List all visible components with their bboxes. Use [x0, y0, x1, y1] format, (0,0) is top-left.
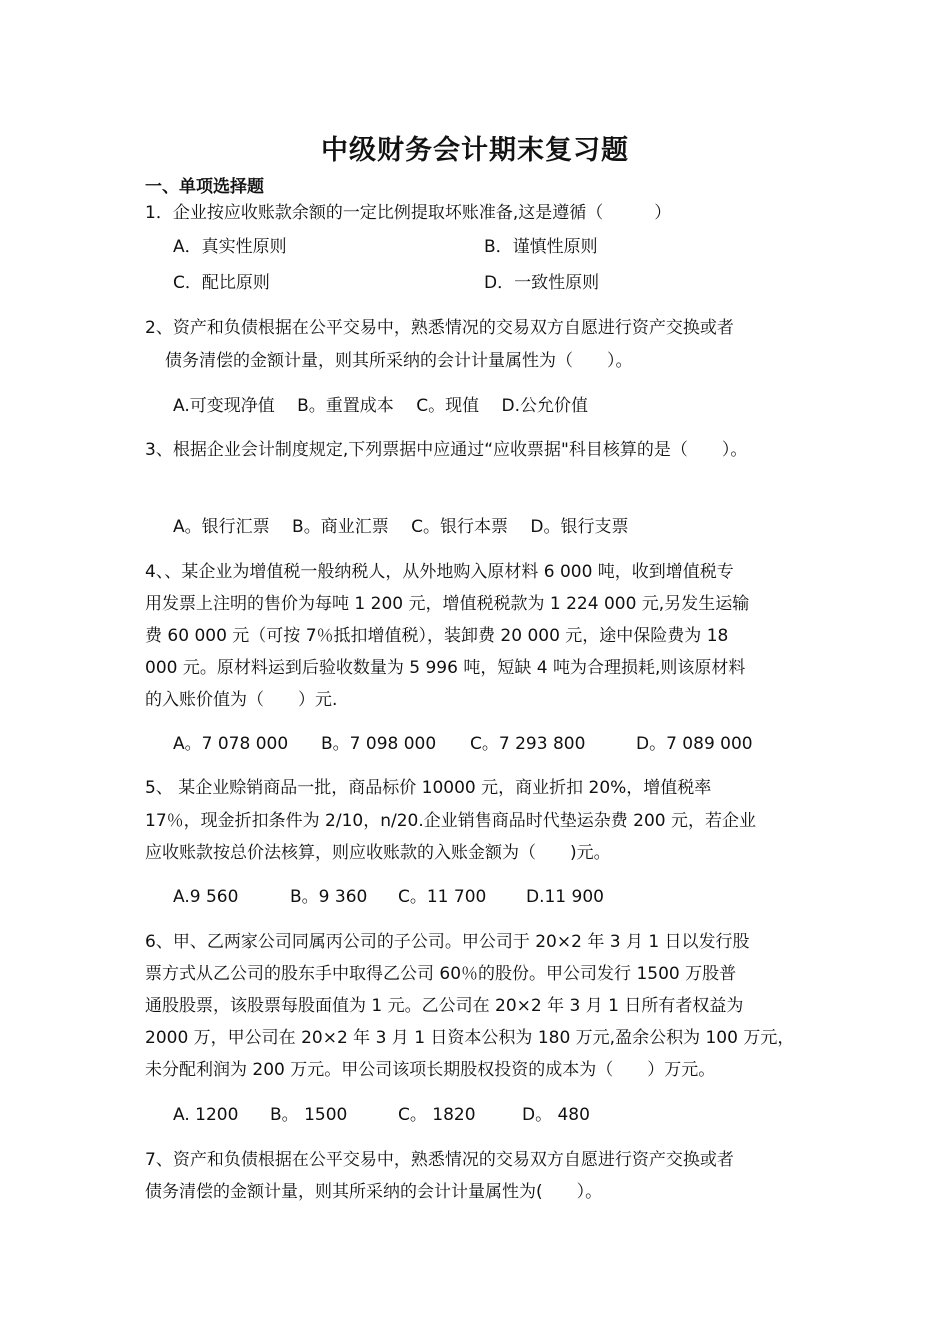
- question-4-line-3: 费 60 000 元（可按 7％抵扣增值税），装卸费 20 000 元，途中保险费为 18: [145, 626, 729, 646]
- question-1-stem: 1．企业按应收账款余额的一定比例提取坏账准备,这是遵循（ ）: [145, 203, 672, 223]
- question-1-option-b: B．谨慎性原则: [484, 237, 598, 257]
- question-6-line-4: 2000 万，甲公司在 20×2 年 3 月 1 日资本公积为 180 万元,盈余公积为 100 万元，: [145, 1028, 795, 1048]
- question-6-option-c: C。 1820: [398, 1105, 476, 1125]
- question-7-line-1: 7、资产和负债根据在公平交易中，熟悉情况的交易双方自愿进行资产交换或者: [145, 1150, 734, 1170]
- question-4-line-4: 000 元。原材料运到后验收数量为 5 996 吨，短缺 4 吨为合理损耗,则该原材料: [145, 658, 746, 678]
- question-4-line-1: 4、、某企业为增值税一般纳税人，从外地购入原材料 6 000 吨，收到增值税专: [145, 562, 734, 582]
- document-title: 中级财务会计期末复习题: [321, 135, 629, 166]
- question-1-option-d: D．一致性原则: [484, 273, 600, 293]
- question-2-options: A.可变现净值 B。重置成本 C。现值 D.公允价值: [173, 396, 588, 416]
- question-4-option-a: A。7 078 000: [173, 734, 289, 754]
- question-5-option-c: C。11 700: [398, 887, 487, 907]
- question-6-option-b: B。 1500: [270, 1105, 348, 1125]
- question-4-option-b: B。7 098 000: [321, 734, 437, 754]
- question-3-options: A。银行汇票 B。商业汇票 C。银行本票 D。银行支票: [173, 517, 629, 537]
- question-2-line-2: 债务清偿的金额计量，则其所采纳的会计计量属性为（ ）。: [165, 351, 633, 371]
- question-4-option-d: D。7 089 000: [636, 734, 753, 754]
- question-6-line-1: 6、甲、乙两家公司同属丙公司的子公司。甲公司于 20×2 年 3 月 1 日以发行股: [145, 932, 750, 952]
- question-4-option-c: C。7 293 800: [470, 734, 586, 754]
- question-4-line-5: 的入账价值为（ ）元.: [145, 690, 338, 710]
- question-5-line-1: 5、 某企业赊销商品一批，商品标价 10000 元，商业折扣 20%，增值税率: [145, 778, 712, 798]
- question-6-option-d: D。 480: [522, 1105, 590, 1125]
- question-1-option-c: C．配比原则: [173, 273, 270, 293]
- question-5-line-3: 应收账款按总价法核算，则应收账款的入账金额为（ )元。: [145, 843, 611, 863]
- question-6-line-2: 票方式从乙公司的股东手中取得乙公司 60％的股份。甲公司发行 1500 万股普: [145, 964, 737, 984]
- question-2-line-1: 2、资产和负债根据在公平交易中，熟悉情况的交易双方自愿进行资产交换或者: [145, 318, 734, 338]
- question-5-option-a: A.9 560: [173, 887, 239, 907]
- question-6-line-3: 通股股票，该股票每股面值为 1 元。乙公司在 20×2 年 3 月 1 日所有者权益为: [145, 996, 744, 1016]
- question-7-line-2: 债务清偿的金额计量，则其所采纳的会计计量属性为( ）。: [145, 1182, 603, 1202]
- question-1-option-a: A．真实性原则: [173, 237, 287, 257]
- question-5-option-d: D.11 900: [526, 887, 604, 907]
- question-5-line-2: 17％，现金折扣条件为 2/10，n/20.企业销售商品时代垫运杂费 200 元，若企业: [145, 811, 757, 831]
- section-heading: 一、单项选择题: [145, 177, 264, 197]
- question-6-option-a: A. 1200: [173, 1105, 239, 1125]
- question-4-line-2: 用发票上注明的售价为每吨 1 200 元，增值税税款为 1 224 000 元,另发生运输: [145, 594, 750, 614]
- question-5-option-b: B。9 360: [290, 887, 368, 907]
- question-3-stem: 3、根据企业会计制度规定,下列票据中应通过“应收票据"科目核算的是（ ）。: [145, 440, 748, 460]
- question-6-line-5: 未分配利润为 200 万元。甲公司该项长期股权投资的成本为（ ）万元。: [145, 1060, 716, 1080]
